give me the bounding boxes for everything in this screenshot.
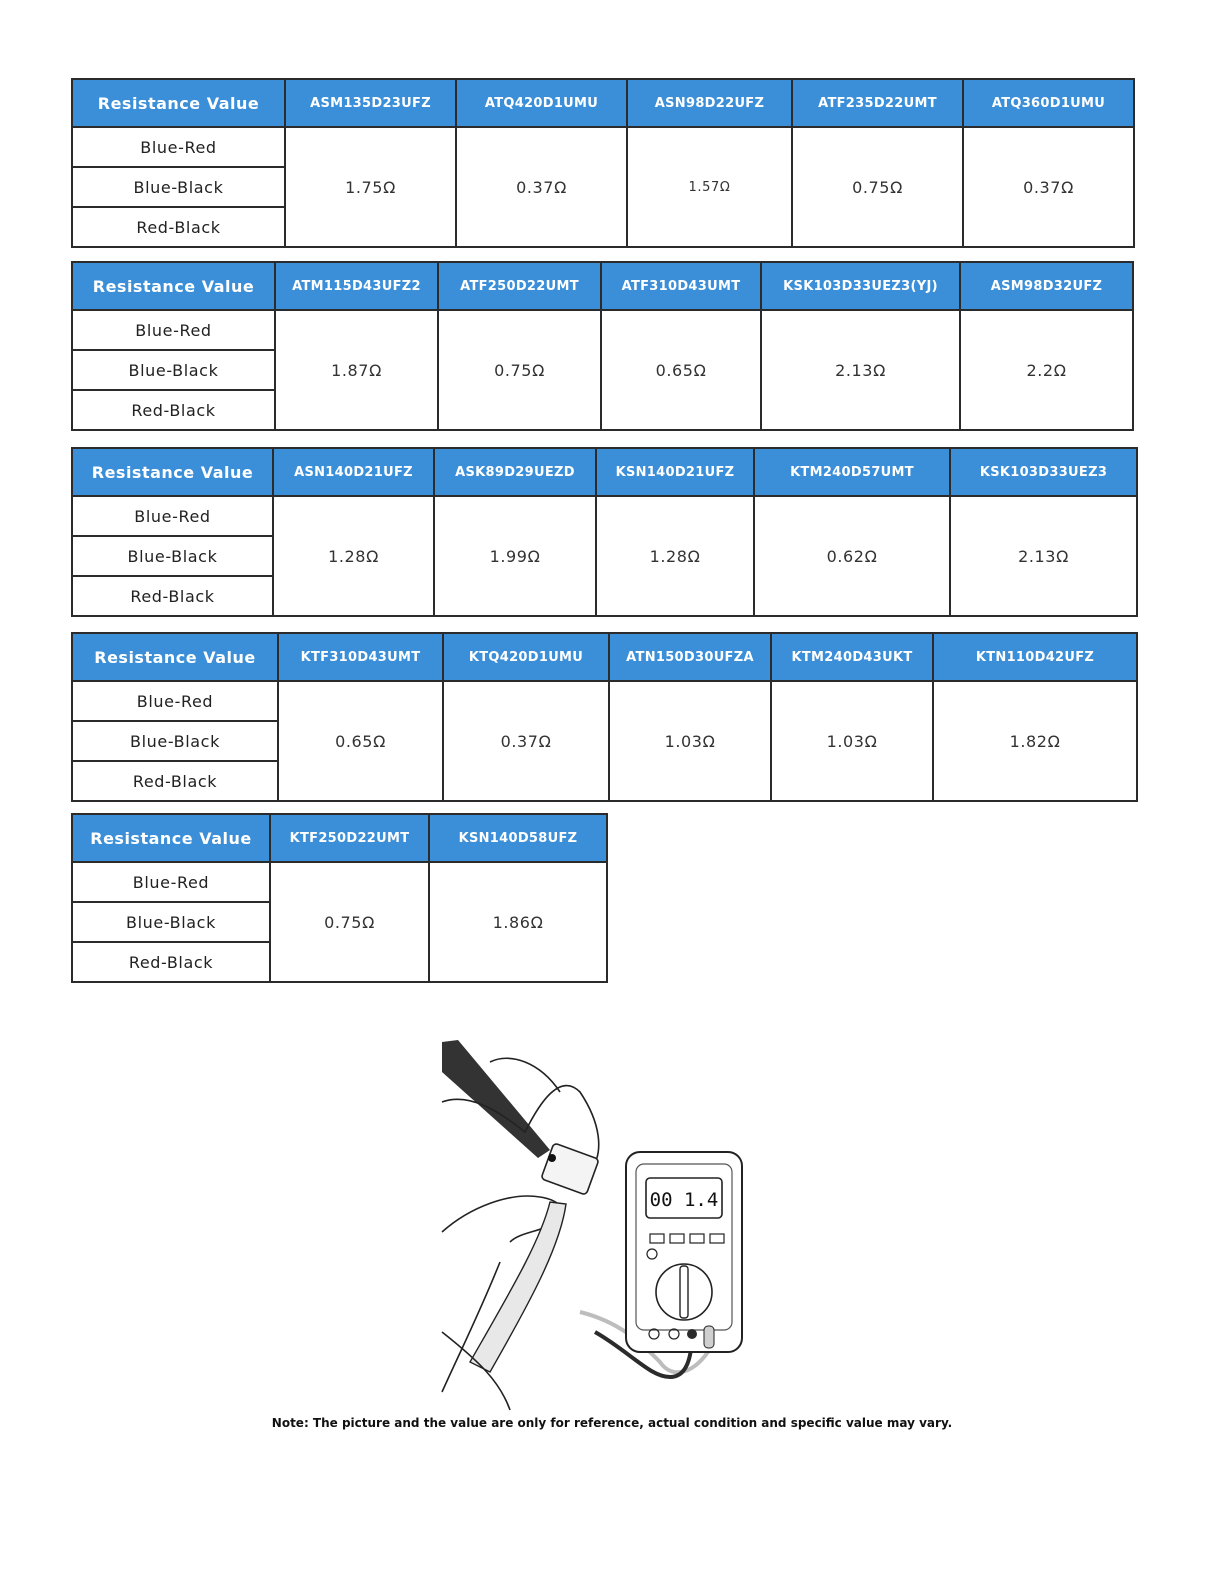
model-header: KTF250D22UMT	[270, 814, 429, 862]
multimeter-illustration	[430, 1032, 760, 1412]
grey-probe	[470, 1202, 566, 1372]
probe-tip	[548, 1154, 556, 1162]
upper-finger	[490, 1058, 560, 1092]
model-header: ATF235D22UMT	[792, 79, 963, 127]
wire-pair-label: Blue-Black	[72, 721, 278, 761]
model-header: KSK103D33UEZ3	[950, 448, 1137, 496]
resistance-value: 0.75Ω	[792, 127, 963, 247]
dial-pointer	[680, 1266, 688, 1318]
model-header: ATQ420D1UMU	[456, 79, 627, 127]
table-row	[72, 496, 1137, 536]
resistance-value: 1.28Ω	[273, 496, 434, 616]
resistance-value: 0.37Ω	[443, 681, 609, 801]
resistance-value: 0.65Ω	[278, 681, 443, 801]
resistance-value: 2.13Ω	[761, 310, 960, 430]
table-header-row	[72, 448, 1137, 496]
resistance-value: 1.82Ω	[933, 681, 1137, 801]
resistance-value: 0.65Ω	[601, 310, 761, 430]
model-header: KTN110D42UFZ	[933, 633, 1137, 681]
table-header-row	[72, 262, 1133, 310]
lead-plug	[704, 1326, 714, 1348]
resistance-value: 2.13Ω	[950, 496, 1137, 616]
wire-pair-label: Red-Black	[72, 207, 285, 247]
wire-pair-label: Blue-Red	[72, 310, 275, 350]
resistance-value: 1.75Ω	[285, 127, 456, 247]
resistance-value-header: Resistance Value	[72, 633, 278, 681]
wire-pair-label: Blue-Red	[72, 496, 273, 536]
table-header-row	[72, 79, 1134, 127]
wire-pair-label: Red-Black	[72, 761, 278, 801]
model-header: KTM240D43UKT	[771, 633, 933, 681]
wire-pair-label: Blue-Red	[72, 127, 285, 167]
resistance-value: 1.03Ω	[771, 681, 933, 801]
model-header: KTF310D43UMT	[278, 633, 443, 681]
reference-note: Note: The picture and the value are only for reference, actual condition and specific value may vary.	[271, 1416, 953, 1430]
resistance-value: 0.62Ω	[754, 496, 950, 616]
table-row	[72, 310, 1133, 350]
resistance-value: 0.37Ω	[963, 127, 1134, 247]
resistance-table-1	[71, 78, 1135, 248]
model-header: ASN140D21UFZ	[273, 448, 434, 496]
wire-pair-label: Red-Black	[72, 576, 273, 616]
resistance-table-3	[71, 447, 1138, 617]
resistance-value: 0.37Ω	[456, 127, 627, 247]
resistance-value-header: Resistance Value	[72, 79, 285, 127]
table-row	[72, 127, 1134, 167]
resistance-value: 1.03Ω	[609, 681, 771, 801]
wire-pair-label: Red-Black	[72, 942, 270, 982]
model-header: KSN140D21UFZ	[596, 448, 754, 496]
model-header: KTQ420D1UMU	[443, 633, 609, 681]
wire-pair-label: Blue-Black	[72, 902, 270, 942]
resistance-value: 2.2Ω	[960, 310, 1133, 430]
resistance-value: 0.75Ω	[438, 310, 601, 430]
resistance-table-5	[71, 813, 608, 983]
model-header: ATM115D43UFZ2	[275, 262, 438, 310]
model-header: ASN98D22UFZ	[627, 79, 792, 127]
wire-pair-label: Red-Black	[72, 390, 275, 430]
model-header: ASK89D29UEZD	[434, 448, 596, 496]
resistance-value-header: Resistance Value	[72, 814, 270, 862]
model-header: ASM98D32UFZ	[960, 262, 1133, 310]
wire-pair-label: Blue-Red	[72, 862, 270, 902]
table-header-row	[72, 814, 607, 862]
model-header: KTM240D57UMT	[754, 448, 950, 496]
model-header: ATF310D43UMT	[601, 262, 761, 310]
resistance-table-2	[71, 261, 1134, 431]
wire-pair-label: Blue-Black	[72, 536, 273, 576]
wire-pair-label: Blue-Black	[72, 167, 285, 207]
model-header: ATF250D22UMT	[438, 262, 601, 310]
resistance-value: 1.57Ω	[627, 127, 792, 247]
resistance-value: 1.99Ω	[434, 496, 596, 616]
resistance-value-header: Resistance Value	[72, 262, 275, 310]
resistance-value: 0.75Ω	[270, 862, 429, 982]
wire-connector	[541, 1143, 599, 1195]
model-header: KSK103D33UEZ3(YJ)	[761, 262, 960, 310]
model-header: ATQ360D1UMU	[963, 79, 1134, 127]
resistance-value: 1.87Ω	[275, 310, 438, 430]
resistance-value: 1.86Ω	[429, 862, 607, 982]
wire-pair-label: Blue-Black	[72, 350, 275, 390]
resistance-value-header: Resistance Value	[72, 448, 273, 496]
resistance-value: 1.28Ω	[596, 496, 754, 616]
display-reading: 00 1.4	[649, 1189, 719, 1211]
model-header: KSN140D58UFZ	[429, 814, 607, 862]
com-jack	[687, 1329, 697, 1339]
model-header: ASM135D23UFZ	[285, 79, 456, 127]
table-header-row	[72, 633, 1137, 681]
table-row	[72, 681, 1137, 721]
table-row	[72, 862, 607, 902]
wire-pair-label: Blue-Red	[72, 681, 278, 721]
resistance-table-4	[71, 632, 1138, 802]
model-header: ATN150D30UFZA	[609, 633, 771, 681]
